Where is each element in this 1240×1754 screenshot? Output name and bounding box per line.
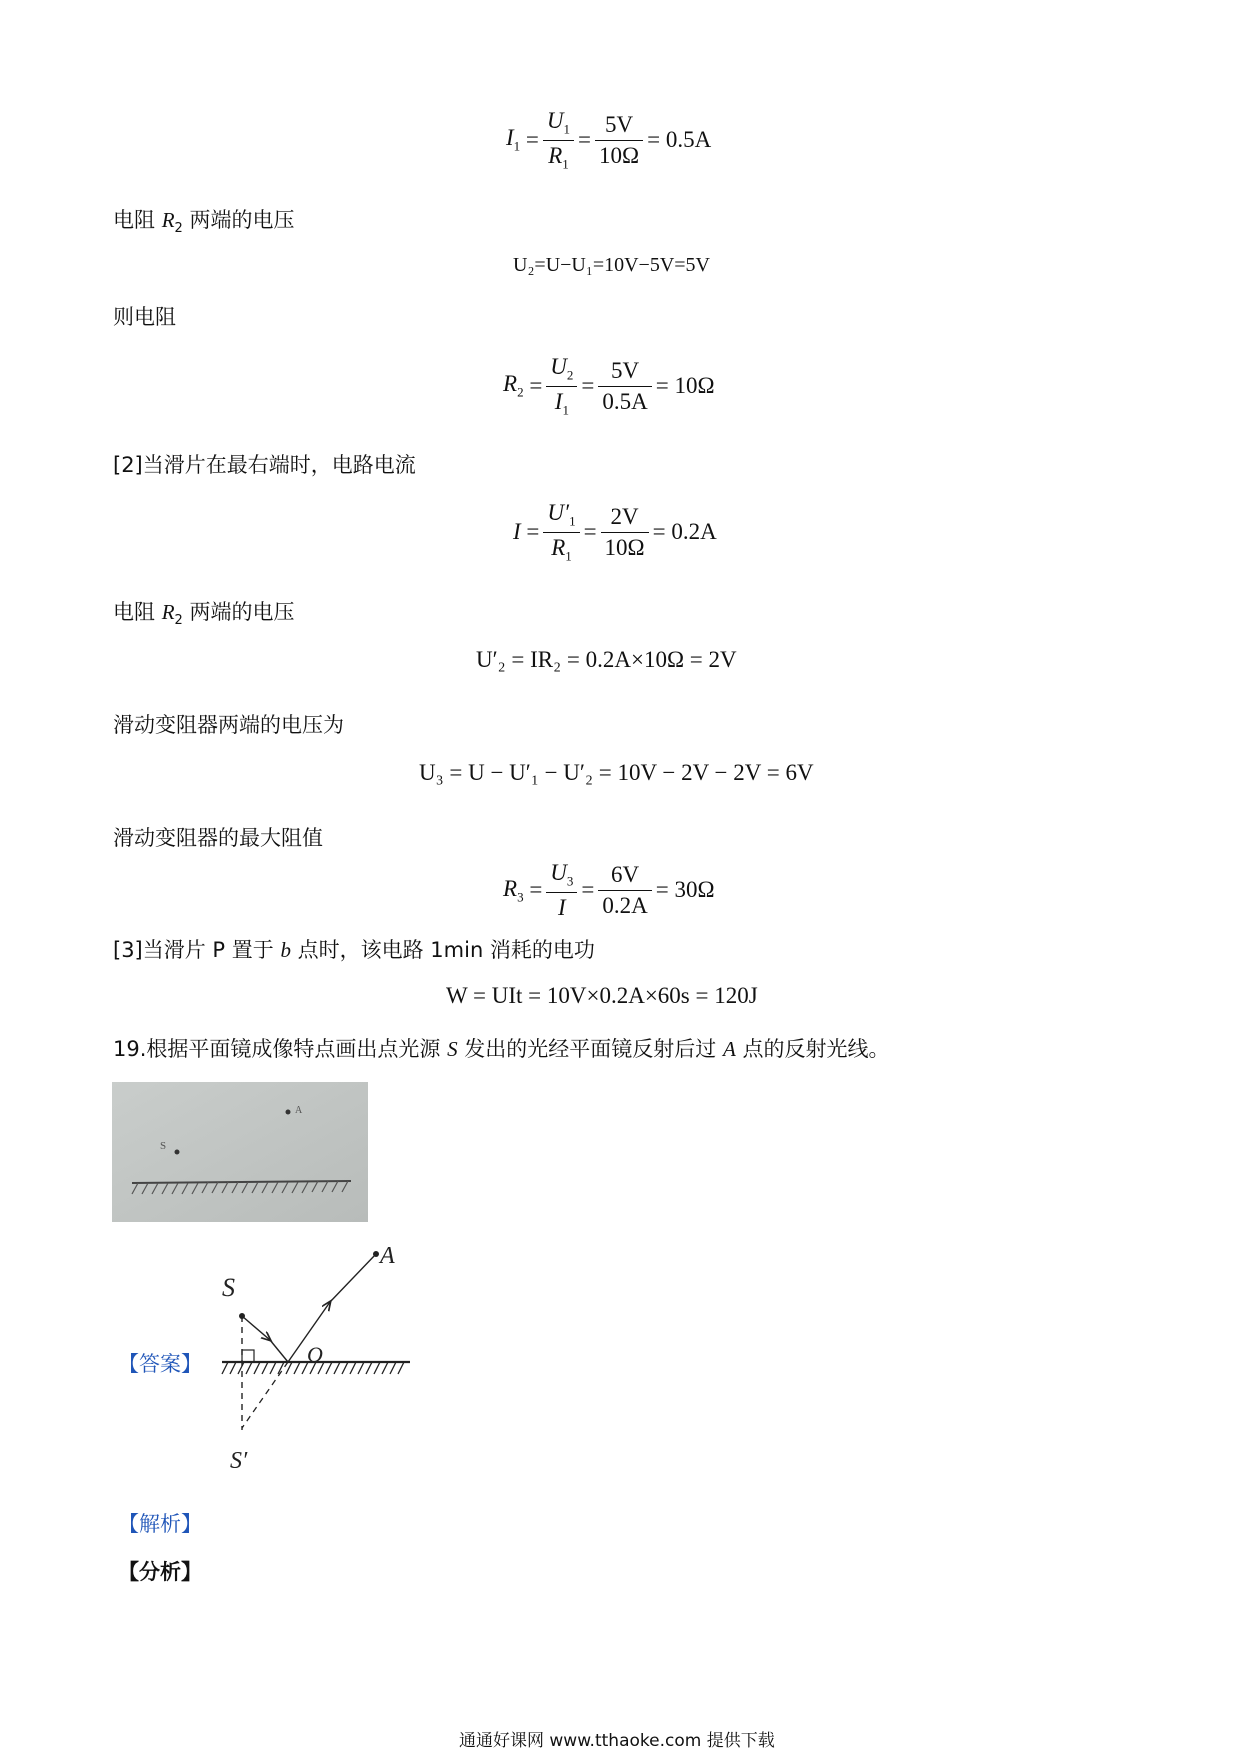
equation-r3: $R_3$ = $\frac{U_3}{I}$ = $\frac{6V}{0.2A}$ = 30Ω <box>503 860 715 920</box>
text-slide-max: 滑动变阻器的最大阻值 <box>113 826 323 850</box>
point-a-dot <box>286 1110 291 1115</box>
answer-tag: 【答案】 <box>118 1352 202 1376</box>
equation-u2-prime: U′₂ = IR₂ = 0.2A×10Ω = 2V <box>476 647 737 672</box>
equation-work: W = UIt = 10V×0.2A×60s = 120J <box>446 983 758 1008</box>
diagram-incident-ray-tail <box>270 1340 288 1362</box>
equation-current-i1: $I_1$ = $\frac{U_1}{R_1}$ = $\frac{5V}{10\Omega}$ = 0.5A <box>506 108 712 172</box>
diagram-reflected-ray-tail <box>330 1254 376 1302</box>
photo-label-s: S <box>160 1140 167 1152</box>
equation-u3: U₃ = U − U′₁ − U′₂ = 10V − 2V − 2V = 6V <box>419 760 814 785</box>
diagram-label-a: A <box>380 1243 395 1269</box>
diagram-label-o: O <box>307 1342 323 1367</box>
equation-r2: $R_2$ = $\frac{U_2}{I_1}$ = $\frac{5V}{0.5A}$ = 10Ω <box>503 354 715 418</box>
point-s-dot <box>175 1150 180 1155</box>
text-slide-voltage: 滑动变阻器两端的电压为 <box>113 713 344 737</box>
question-photo <box>112 1082 368 1222</box>
equation-current-i: I = $\frac{U'_1}{R_1}$ = $\frac{2V}{10\Omega}$ = 0.2A <box>513 500 717 564</box>
question-19: 19.根据平面镜成像特点画出点光源 S 发出的光经平面镜反射后过 A 点的反射光线。 <box>113 1037 890 1061</box>
text-r2-voltage-2: 电阻 $R_2$ 两端的电压 <box>113 600 295 629</box>
diagram-label-s: S <box>222 1273 235 1302</box>
text-r2-voltage-1: 电阻 $R_2$ 两端的电压 <box>113 208 295 237</box>
fenxi-tag: 【分析】 <box>118 1560 202 1584</box>
answer-diagram <box>212 1238 422 1483</box>
text-then-resistance: 则电阻 <box>113 305 176 329</box>
equation-u2: U₂=U−U₁=10V−5V=5V <box>513 254 711 276</box>
diagram-virtual-ray <box>242 1362 288 1428</box>
photo-label-a: A <box>295 1105 303 1116</box>
diagram-incident-ray <box>242 1316 270 1340</box>
footer-text: 通通好课网 www.tthaoke.com 提供下载 <box>459 1731 775 1751</box>
text-step-2: [2]当滑片在最右端时，电路电流 <box>113 453 416 477</box>
diagram-right-angle <box>242 1350 254 1362</box>
text-step-3: [3]当滑片 P 置于 b 点时，该电路 1min 消耗的电功 <box>113 938 595 962</box>
analysis-tag: 【解析】 <box>118 1512 202 1536</box>
diagram-label-s-prime: S′ <box>230 1448 248 1474</box>
